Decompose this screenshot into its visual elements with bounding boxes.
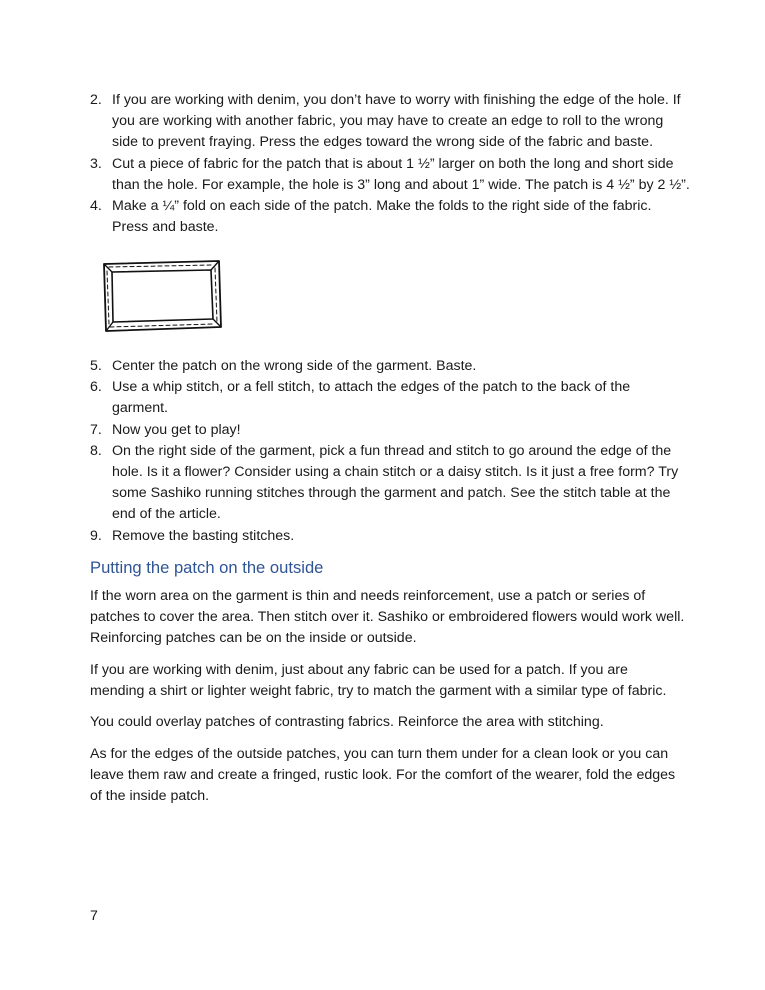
list-item	[90, 90, 690, 154]
instruction-list-part-1	[90, 90, 690, 238]
list-item-text: Remove the basting stitches.	[112, 527, 295, 544]
list-item	[90, 420, 690, 441]
list-item-number: 7.	[90, 421, 102, 438]
page-number: 7	[90, 908, 98, 924]
list-item-number: 3.	[90, 155, 102, 172]
list-item	[90, 377, 690, 419]
list-item	[90, 526, 690, 547]
list-item	[90, 196, 690, 238]
list-item-number: 5.	[90, 358, 102, 374]
body-paragraph: As for the edges of the outside patches, you can turn them under for a clean look or you can leave them raw and create a fringed, rustic look. For the comfort of the wearer, fold the edges of the inside patch.	[90, 746, 676, 805]
list-item-number: 6.	[90, 379, 102, 396]
list-item	[90, 356, 690, 377]
list-item-number: 8.	[90, 442, 102, 459]
list-item-text: Make a ¼” fold on each side of the patch. Make the folds to the right side of the fabric. Press and baste.	[112, 198, 652, 236]
list-item-text: If you are working with denim, you don’t have to worry with finishing the edge of the hole. If you are working with another fabric, you may have to create an edge to roll to the wrong side to prevent fraying. Press the edges toward the wrong side of the fabric and baste.	[112, 92, 681, 151]
body-paragraph: If you are working with denim, just about any fabric can be used for a patch. If you are mending a shirt or lighter weight fabric, try to match the garment with a similar type of fabric.	[90, 662, 667, 700]
list-item-number: 2.	[90, 92, 102, 108]
instruction-list-part-2	[90, 356, 690, 547]
list-item-text: Center the patch on the wrong side of the garment. Baste.	[112, 358, 477, 374]
list-item	[90, 154, 690, 196]
body-paragraph: You could overlay patches of contrasting fabrics. Reinforce the area with stitching.	[90, 714, 604, 730]
list-item-number: 4.	[90, 198, 102, 215]
list-item-text: Cut a piece of fabric for the patch that is about 1 ½” larger on both the long and short side than the hole. For example, the hole is 3” long and about 1” wide. The patch is 4 ½” by 2 ½”.	[112, 155, 690, 193]
list-item-number: 9.	[90, 527, 102, 544]
patch-fold-sketch	[101, 259, 223, 334]
list-item-text: Use a whip stitch, or a fell stitch, to attach the edges of the patch to the back of the garment.	[112, 379, 631, 417]
list-item	[90, 441, 690, 526]
list-item-text: Now you get to play!	[112, 421, 241, 438]
body-paragraph: If the worn area on the garment is thin and needs reinforcement, use a patch or series of patches to cover the area. Then stitch over it. Sashiko or embroidered flowers would work well. Reinforcing patches can be on the inside or outside.	[90, 588, 685, 647]
section-heading: Putting the patch on the outside	[90, 558, 324, 577]
list-item-text: On the right side of the garment, pick a fun thread and stitch to go around the edge of the hole. Is it a flower? Consider using a chain stitch or a daisy stitch. Is it just a free form? Try some Sashiko running stitches through the garment and patch. See the stitch table at the end of the article.	[112, 442, 679, 523]
